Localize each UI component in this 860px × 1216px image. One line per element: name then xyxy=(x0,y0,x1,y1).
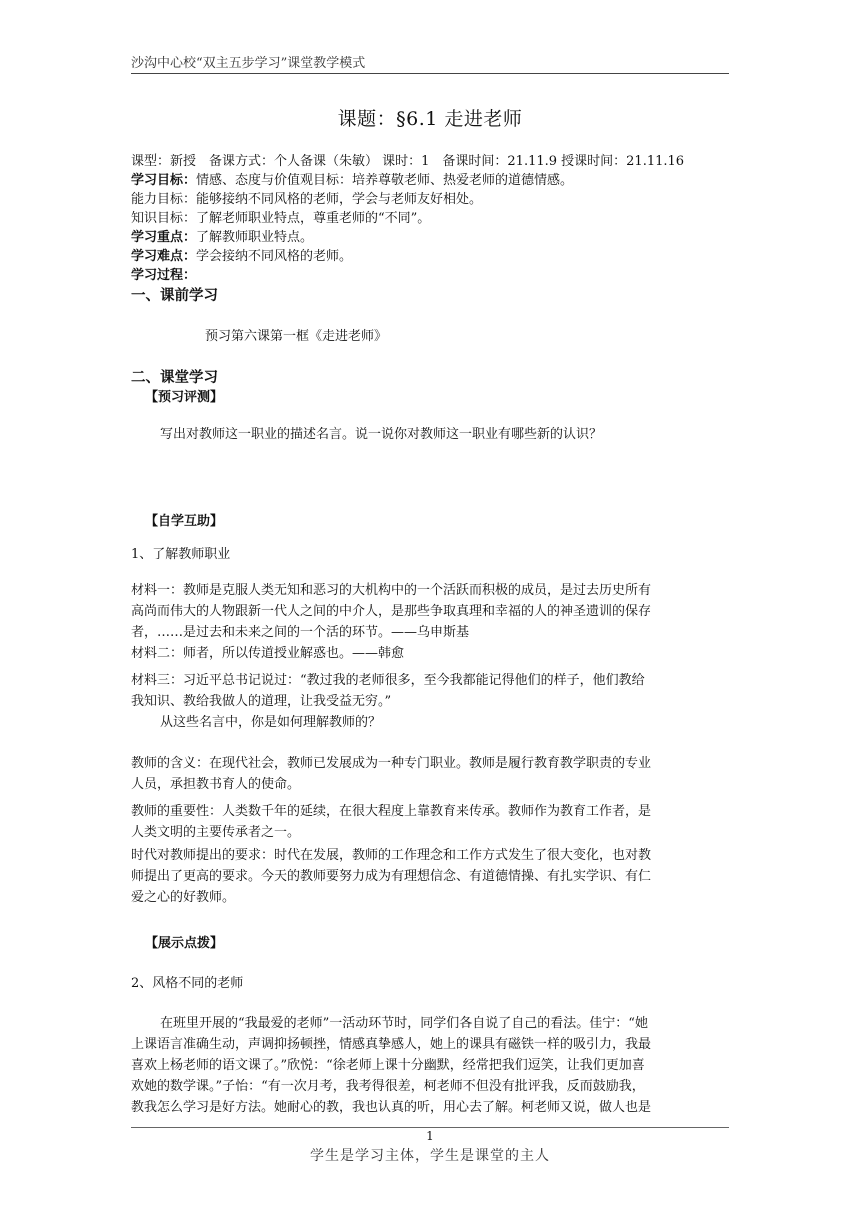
lesson-meta: 课型：新授 备课方式：个人备课（朱敏） 课时：1 备课时间：21.11.9 授课时间：21.11.16 xyxy=(131,154,685,169)
lesson-title: 课题：§6.1 走进老师 xyxy=(337,108,523,130)
importance-line1: 教师的重要性：人类数千年的延续，在很大程度上靠教育来传承。教师作为教育工作者，是 xyxy=(131,804,652,819)
show-heading: 【展示点拨】 xyxy=(145,936,224,951)
story-line5: 教我怎么学习是好方法。她耐心的教，我也认真的听，用心去了解。柯老师又说，做人也是 xyxy=(131,1100,652,1115)
header-rule xyxy=(131,73,729,74)
key-point xyxy=(131,226,313,245)
definition-line1: 教师的含义：在现代社会，教师已发展成为一种专门职业。教师是履行教育教学职责的专业 xyxy=(131,756,652,771)
material1-line2: 高尚而伟大的人物跟新一代人之间的中介人，是那些争取真理和幸福的人的神圣遗训的保存 xyxy=(131,604,652,619)
goal-label: 学习目标： xyxy=(131,173,197,188)
material3-line1: 材料三：习近平总书记说过：“教过我的老师很多，至今我都能记得他们的样子，他们教给 xyxy=(131,673,645,688)
importance-line2: 人类文明的主要传承者之一。 xyxy=(131,825,301,840)
page-footer: 学生是学习主体，学生是课堂的主人 xyxy=(310,1148,550,1164)
key-point-label: 学习重点： xyxy=(131,230,197,245)
item1-heading: 1、了解教师职业 xyxy=(131,547,231,562)
difficulty-label: 学习难点： xyxy=(131,249,197,264)
section1-heading: 一、课前学习 xyxy=(131,288,218,304)
goal-text: 情感、态度与价值观目标：培养尊敬老师、热爱老师的道德情感。 xyxy=(196,173,574,188)
material3-line2: 我知识、教给我做人的道理，让我受益无穷。” xyxy=(131,694,392,709)
preview-text: 写出对教师这一职业的描述名言。说一说你对教师这一职业有哪些新的认识？ xyxy=(160,427,603,442)
question: 从这些名言中，你是如何理解教师的？ xyxy=(160,715,382,730)
story-line4: 欢她的数学课。”子怡：“有一次月考，我考得很差，柯老师不但没有批评我，反而鼓励我， xyxy=(131,1079,645,1094)
footer-rule xyxy=(131,1127,729,1128)
page-number: 1 xyxy=(426,1129,434,1143)
item2-heading: 2、风格不同的老师 xyxy=(131,976,244,991)
requirement-line2: 师提出了更高的要求。今天的教师要努力成为有理想信念、有道德情操、有扎实学识、有仁 xyxy=(131,869,652,884)
self-study-heading: 【自学互助】 xyxy=(145,514,224,529)
section1-text: 预习第六课第一框《走进老师》 xyxy=(205,329,388,344)
process-label: 学习过程： xyxy=(131,268,197,283)
difficulty-text: 学会接纳不同风格的老师。 xyxy=(196,249,353,264)
ability-goal: 能力目标：能够接纳不同风格的老师，学会与老师友好相处。 xyxy=(131,192,483,207)
section2-heading: 二、课堂学习 xyxy=(131,370,218,386)
key-point-text: 了解教师职业特点。 xyxy=(196,230,314,245)
difficulty-point xyxy=(131,245,352,264)
material1-line3: 者，……是过去和未来之间的一个活的环节。——乌申斯基 xyxy=(131,625,470,640)
story-line2: 上课语言准确生动，声调抑扬顿挫，情感真挚感人，她上的课具有磁铁一样的吸引力，我最 xyxy=(131,1037,652,1052)
learning-goal xyxy=(131,169,573,188)
requirement-line1: 时代对教师提出的要求：时代在发展，教师的工作理念和工作方式发生了很大变化，也对教 xyxy=(131,848,652,863)
knowledge-goal: 知识目标：了解老师职业特点，尊重老师的“不同”。 xyxy=(131,211,431,226)
story-line1: 在班里开展的“我最爱的老师”一活动环节时，同学们各自说了自己的看法。佳宁：“她 xyxy=(160,1016,648,1031)
definition-line2: 人员，承担教书育人的使命。 xyxy=(131,777,301,792)
requirement-line3: 爱之心的好教师。 xyxy=(131,890,236,905)
material1-line1: 材料一：教师是克服人类无知和恶习的大机构中的一个活跃而积极的成员，是过去历史所有 xyxy=(131,583,652,598)
story-line3: 喜欢上杨老师的语文课了。”欣悦：“徐老师上课十分幽默，经常把我们逗笑，让我们更加喜 xyxy=(131,1058,645,1073)
preview-heading: 【预习评测】 xyxy=(145,390,224,405)
page-header: 沙沟中心校“双主五步学习”课堂教学模式 xyxy=(131,56,366,71)
material2: 材料二：师者，所以传道授业解惑也。——韩愈 xyxy=(131,646,405,661)
